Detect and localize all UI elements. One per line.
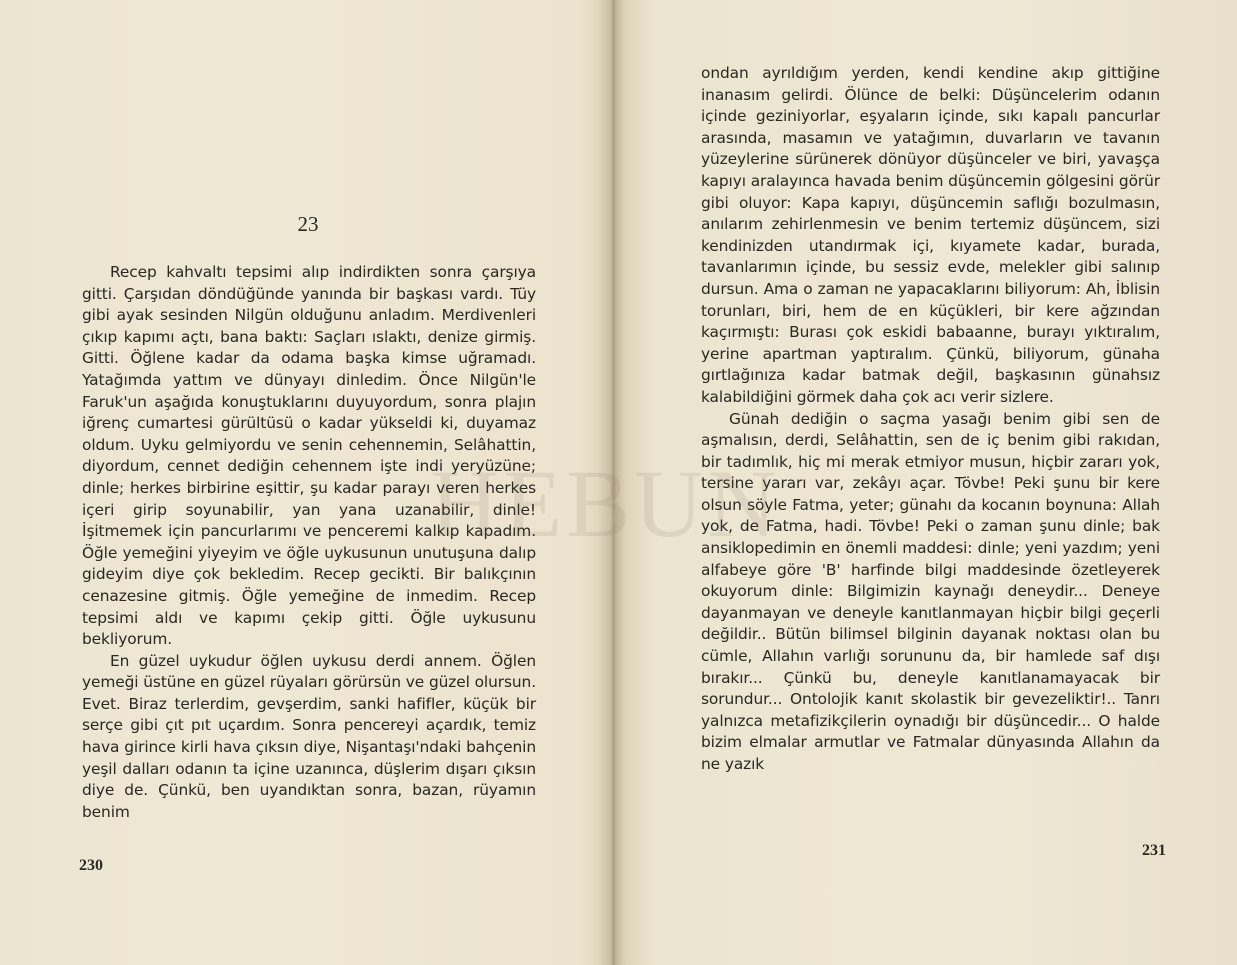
right-paragraph-2: Günah dediğin o saçma yasağı benim gibi sen de aşmalısın, derdi, Selâhattin, sen de iç benim gibi rakıdan, bir tadımlık, hiç mi merak etmiyor musun, hiçbir zararı yok, tersine yararı var, zekâyı açar. Tövbe! Peki şunu bir kere olsun söyle Fatma, yeter; günahı da kocanın boynuna: Allah yok, de Fatma, hadi. Tövbe! Peki o zaman şunu dinle; bak ansiklopedimin en önemli maddesi: dinle; yeni yazdım; yeni alfabeye göre 'B' harfinde bilgi maddesinde özetleyerek okuyorum dinle: Bilgimizin kaynağı deneydir... Deneye dayanmayan ve deneyle kanıtlanmayan hiçbir bilgi geçerli değildir.. Bütün bilimsel bilginin dayanak noktası olan bu cümle, Allahın varlığı sorununu da, bir hamlede saf dışı bırakır... Çünkü bu, deneyle kanıtlanamayacak bir sorundur... Ontolojik kanıt skolastik bir gevezeliktir!.. Tanrı yalnızca metafizikçilerin oynadığı bir düşüncedir... O halde bizim elmalar armutlar ve Fatmalar dünyasında Allahın da ne yazık: [701, 409, 1160, 773]
chapter-number: 23: [297, 212, 319, 236]
watermark: HEBUN: [430, 450, 781, 557]
right-paragraph-1: ondan ayrıldığım yerden, kendi kendine akıp gittiğine inanasım gelirdi. Ölünce de belki: Düşüncelerim odanın içinde geziniyorlar, eşyaların içinde, sıkı kapalı pancurlar arasında, masamın ve yatağımın, duvarların ve tavanın yüzeylerine sürünerek dönüyor düşünceler ve biri, yavaşça kapıyı aralayınca havada benim düşüncemin gölgesini görür gibi oluyor: Kapa kapıyı, düşüncemin saflığı bozulmasın, anılarım zehirlenmesin ve benim tertemiz düşüncem, sizi kendinizden utandırmak içi, kıyamete kadar, burada, tavanlarımın içinde, bu sessiz evde, melekler gibi salınıp dursun. Ama o zaman ne yapacaklarını biliyorum: Ah, İblisin torunları, biri, hem de en küçükleri, bir kere ağzından kaçırmıştı: Burası çok eskidi babaanne, burayı yıktıralım, yerine apartman yaptıralım. Çünkü, biliyorum, günaha gırtlağınıza kadar batmak değil, başkasının günahsız kalabildiğini görmek daha çok acı verir sizlere.: [701, 64, 1160, 406]
left-paragraph-1: Recep kahvaltı tepsimi alıp indirdikten sonra çarşıya gitti. Çarşıdan döndüğünde yanında bir başkası vardı. Tüy gibi ayak sesinden Nilgün olduğunu anladım. Merdivenleri çıkıp kapımı açtı, bana baktı: Saçları ıslaktı, denize girmiş. Gitti. Öğlene kadar da odama başka kimse uğramadı. Yatağımda yattım ve dünyayı dinledim. Önce Nilgün'le Faruk'un aşağıda konuştuklarını duyuyordum, sonra plajın iğrenç cumartesi gürültüsü o kadar yükseldi ki, duyamaz oldum. Uyku gelmiyordu ve senin cehennemin, Selâhattin, diyordum, cennet dediğin cehennem işte indi yeryüzüne; dinle; herkes birbirine eşittir, şu kadar parayı veren herkes içeri girip soyunabilir, yan yana uzanabilir, dinle! İşitmemek için pancurlarımı ve penceremi kalkıp kapadım. Öğle yemeğini yiyeyim ve öğle uykusunun unutuşuna dalıp gideyim diye çok bekledim. Recep gecikti. Bir balıkçının cenazesine gitmiş. Öğle yemeğine de inmedim. Recep tepsimi aldı ve kapımı çekip gitti. Öğle uykusunu bekliyorum.: [82, 263, 536, 649]
left-page-text: [82, 262, 536, 823]
right-page: [614, 0, 1237, 965]
left-page: [0, 0, 610, 965]
left-page-number: 230: [79, 857, 103, 874]
right-page-number: 231: [1142, 842, 1166, 859]
right-page-text: [701, 63, 1160, 776]
left-paragraph-2: En güzel uykudur öğlen uykusu derdi annem. Öğlen yemeği üstüne en güzel rüyaları görürsün ve güzel olursun. Evet. Biraz terlerdim, gevşerdim, sanki hafifler, küçük bir serçe gibi çıt pıt uçardım. Sonra pencereyi açardık, temiz hava girince kirli hava çıksın diye, Nişantaşı'ndaki bahçenin yeşil dalları odanın ta içine uzanınca, düşlerim dışarı çıksın diye de. Çünkü, ben uyandıktan sonra, bazan, rüyamın benim: [82, 651, 536, 821]
